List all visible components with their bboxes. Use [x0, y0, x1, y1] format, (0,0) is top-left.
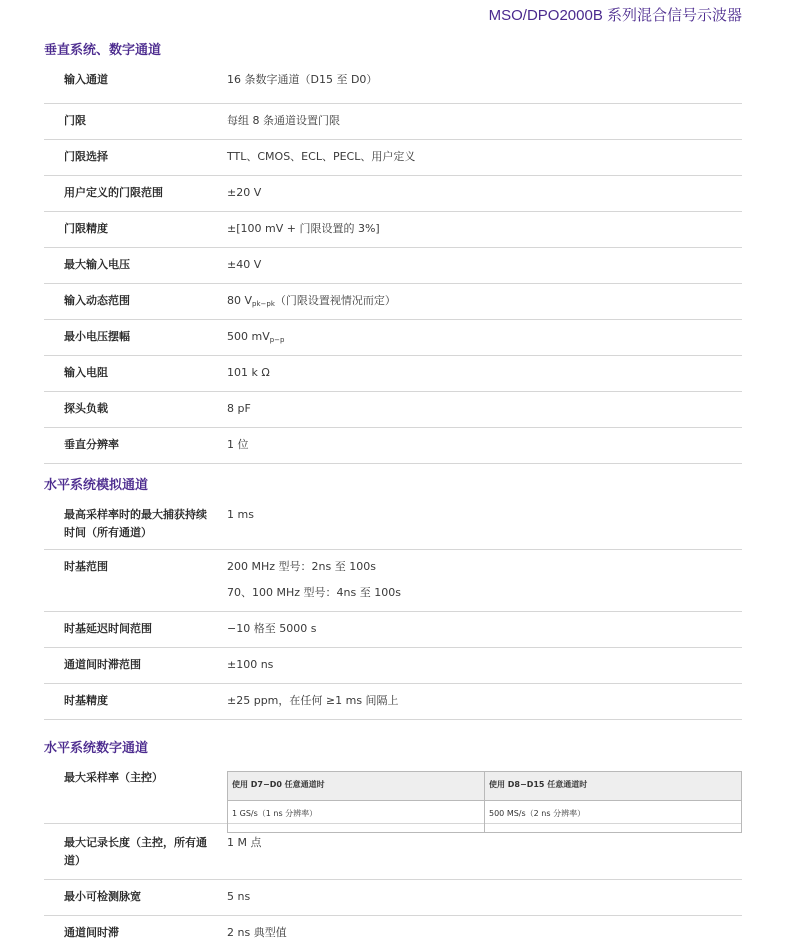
- spec-label: 最小可检测脉宽: [64, 890, 141, 903]
- spec-label: 门限选择: [64, 150, 108, 163]
- value-main: 500 mV: [227, 330, 270, 343]
- section-vertical-digital: [44, 42, 742, 464]
- spec-value: ±100 ns: [227, 658, 274, 671]
- spec-label: [44, 834, 227, 870]
- spec-label: 时基精度: [64, 694, 108, 707]
- section-title: 水平系统模拟通道: [44, 478, 149, 493]
- spec-value: 1 ms: [227, 508, 254, 521]
- spec-row-max-input-voltage: [44, 248, 742, 284]
- spec-row-probe-load: [44, 392, 742, 428]
- spec-row-max-capture-duration: [44, 503, 742, 550]
- spec-value: TTL、CMOS、ECL、PECL、用户定义: [227, 150, 416, 163]
- spec-row-timebase-accuracy: [44, 684, 742, 720]
- spec-label: 门限精度: [64, 222, 108, 235]
- table-header-row: [228, 772, 742, 801]
- spec-row-input-channels: [44, 68, 742, 104]
- spec-row-vertical-resolution: [44, 428, 742, 464]
- spec-value: [227, 558, 742, 602]
- spec-value: ±20 V: [227, 186, 262, 199]
- spec-row-channel-skew: [44, 916, 742, 952]
- spec-value: 5 ns: [227, 890, 251, 903]
- spec-value: [227, 292, 742, 310]
- value-main: 80 V: [227, 294, 253, 307]
- spec-row-input-dynamic-range: [44, 284, 742, 320]
- spec-row-user-threshold-range: [44, 176, 742, 212]
- spec-label-line: 最大记录长度（主控，所有通: [64, 836, 207, 849]
- spec-value: −10 格至 5000 s: [227, 622, 317, 635]
- spec-row-timebase-range: [44, 550, 742, 612]
- spec-label: 用户定义的门限范围: [64, 186, 163, 199]
- spec-row-threshold: [44, 104, 742, 140]
- spec-value: ±[100 mV + 门限设置的 3%]: [227, 222, 380, 235]
- spec-label: 输入动态范围: [64, 294, 130, 307]
- sample-rate-table: [227, 771, 742, 833]
- table-header-cell: 使用 D7−D0 任意通道时: [228, 772, 485, 801]
- spec-row-channel-deskew-range: [44, 648, 742, 684]
- spec-value: ±25 ppm，在任何 ≥1 ms 间隔上: [227, 694, 399, 707]
- section-title: 垂直系统、数字通道: [44, 43, 162, 58]
- spec-value: 1 位: [227, 438, 249, 451]
- table-cell: 1 GS/s（1 ns 分辨率）: [228, 801, 485, 833]
- spec-label: 垂直分辨率: [64, 438, 119, 451]
- value-subscript: pk−pk: [252, 300, 275, 308]
- spec-value: 1 M 点: [227, 836, 262, 849]
- spec-value-line: 70、100 MHz 型号：4ns 至 100s: [227, 586, 401, 599]
- spec-label: 最大采样率（主控）: [64, 771, 163, 784]
- spec-label: 门限: [64, 114, 86, 127]
- spec-value: 2 ns 典型值: [227, 926, 287, 939]
- value-note: （门限设置视情况而定）: [274, 294, 396, 307]
- spec-label: 时基延迟时间范围: [64, 622, 152, 635]
- spec-value: [227, 328, 742, 346]
- section-title: 水平系统数字通道: [44, 741, 149, 756]
- spec-label: 输入通道: [64, 73, 108, 86]
- spec-value: 每组 8 条通道设置门限: [227, 114, 340, 127]
- spec-label-line: 时间（所有通道）: [64, 526, 152, 539]
- spec-label-line: 道）: [64, 854, 86, 867]
- spec-label-line: 最高采样率时的最大捕获持续: [64, 508, 207, 521]
- table-row: [228, 801, 742, 833]
- spec-row-timebase-delay-range: [44, 612, 742, 648]
- spec-row-threshold-selection: [44, 140, 742, 176]
- spec-value: 101 k Ω: [227, 366, 270, 379]
- spec-value-line: 200 MHz 型号：2ns 至 100s: [227, 560, 376, 573]
- spec-row-threshold-accuracy: [44, 212, 742, 248]
- spec-label: 探头负载: [64, 402, 108, 415]
- document-header-title: MSO/DPO2000B 系列混合信号示波器: [488, 7, 742, 24]
- spec-value: 16 条数字通道（D15 至 D0）: [227, 73, 378, 86]
- table-header-cell: 使用 D8−D15 任意通道时: [485, 772, 742, 801]
- section-horizontal-digital: [44, 740, 742, 952]
- section-horizontal-analog: [44, 477, 742, 720]
- spec-row-max-sample-rate: [44, 766, 742, 824]
- spec-label: 通道间时滞范围: [64, 658, 141, 671]
- spec-label: [44, 506, 227, 540]
- value-subscript: p−p: [269, 336, 285, 344]
- spec-value: [227, 769, 742, 818]
- spec-row-min-pulse-width: [44, 880, 742, 916]
- table-cell: 500 MS/s（2 ns 分辨率）: [485, 801, 742, 833]
- spec-row-input-resistance: [44, 356, 742, 392]
- spec-label: 通道间时滞: [64, 926, 119, 939]
- spec-label: 最小电压摆幅: [64, 330, 130, 343]
- spec-label: 最大输入电压: [64, 258, 130, 271]
- spec-value: 8 pF: [227, 402, 251, 415]
- spec-label: 输入电阻: [64, 366, 108, 379]
- spec-label: 时基范围: [64, 560, 108, 573]
- spec-value: ±40 V: [227, 258, 262, 271]
- spec-row-min-voltage-swing: [44, 320, 742, 356]
